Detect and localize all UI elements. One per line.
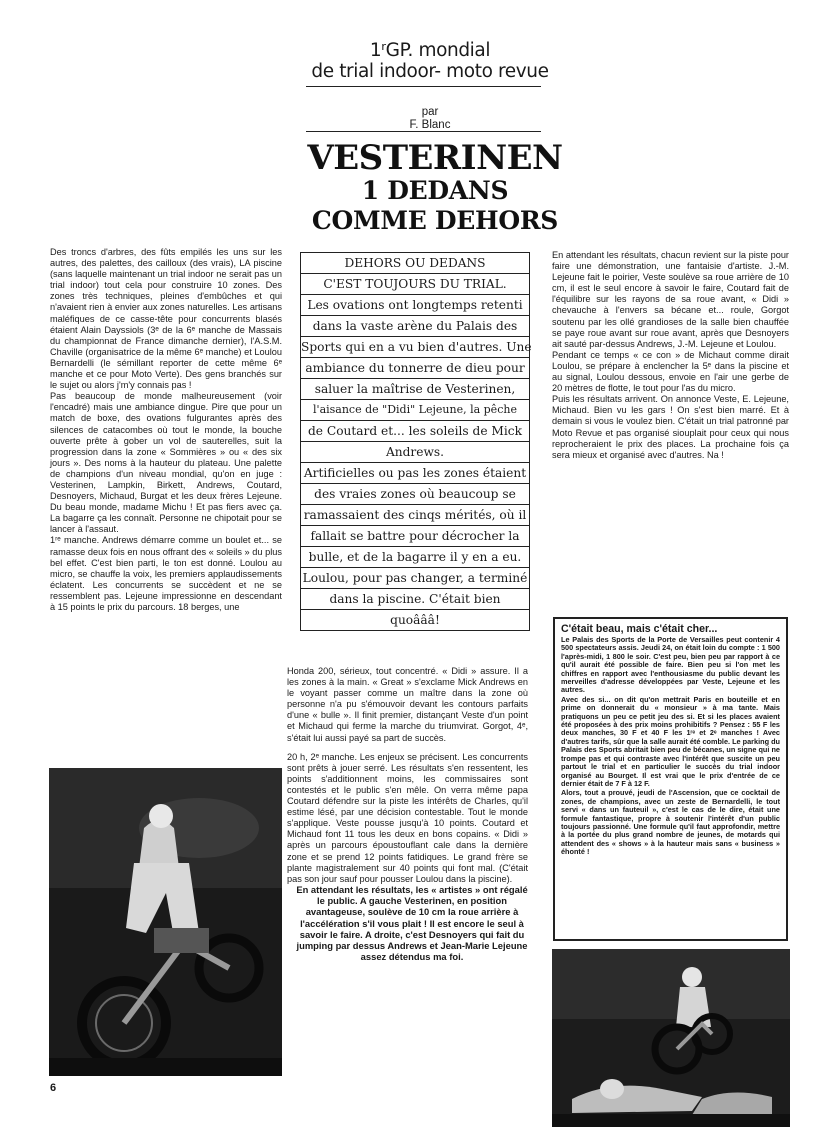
pull-quote-line: ambiance du tonnerre de dieu pour	[301, 358, 529, 379]
byline-par: par	[421, 106, 439, 118]
pull-quote-line: Les ovations ont longtemps retenti	[301, 295, 529, 316]
pull-quote-line: bulle, et de la bagarre il y en a eu.	[301, 547, 529, 568]
pull-quote-line: ramassaient des cinqs mérités, où il	[301, 505, 529, 526]
byline	[330, 106, 530, 132]
photo-desnoyers-jump	[552, 949, 790, 1127]
headline-line3: COMME DEHORS	[311, 206, 559, 235]
sidebar-title: C'était beau, mais c'était cher...	[561, 623, 718, 635]
article-column-1	[50, 247, 282, 613]
pull-quote-line: saluer la maîtrise de Vesterinen,	[301, 379, 529, 400]
paragraph: Des troncs d'arbres, des fûts empilés les uns sur les autres, des palettes, des cailloux (des vrais), LA piscine (sans laquelle maintenant un trial indoor ne serait pas un trial indoor) tout cela pour construire 10 zones. Des zones très techniques, pleines d'embûches et qui n'avaient rien à envier aux zones naturelles. Les artisans maléfiques de ce casse-tête pour concurrents blasés étaient Alain Dayssiols (3ᵉ de la 6ᵉ manche de Massais du championnat de France dimanche dernier), l'A.S.M. Chaville (organisatrice de la même 6ᵉ manche) et Loulou Bernardelli (le sémillant reporter de cette même 6ᵉ manche et ce pour Moto Verte). Des gens branchés sur le sujet ou alors j'm'y connais pas !	[50, 247, 282, 391]
sidebar-paragraph: Avec des si... on dit qu'on mettrait Paris en bouteille et en prime on donnerait du « monsieur » à ma tante. Mais pratiquons un peu ce petit jeu des si. Et si les places avaient été proposées à des prix moins prohibitifs ? Pensez : 55 F les deux manches, 30 F et 40 F les 1ʳᵉ et 2ᵉ manches ! Avec d'autres tarifs, sûr que la salle aurait été comble. Le parking du Palais des Sports abritait bien peu de bécanes, un signe qui ne trompe pas et qui contraste avec l'intérêt que suscite un peu partout le trial et en particulier le succès du trial indoor organisé au Bourget. Il est vrai que le prix d'entrée de ce dernier était de 7 F à 12 F.	[561, 694, 780, 788]
sidebar-paragraph: Alors, tout a prouvé, jeudi de l'Ascension, que ce cocktail de zones, de champions, avec un zeste de Bernardelli, le tout servi « dans un fauteuil », c'est le cas de le dire, était une formule fantastique, propre à soutenir l'intérêt d'un public toujours passionné. Une formule qu'il faut approfondir, mettre à la portée du plus grand nombre de jeunes, de motards qui attendent des « shows » à la hauteur mais sans « business » éhonté !	[561, 788, 780, 857]
pull-quote-line: des vraies zones où beaucoup se	[301, 484, 529, 505]
pull-quote-line: Andrews.	[301, 442, 529, 463]
paragraph: Pendant ce temps « ce con » de Michaut comme dirait Loulou, se prépare à enclencher la 5ᵉ dans la piscine et au signal, Loulou dessous, envoie en l'air une gerbe de 20 mètres de flotte, le tout pour l'as du micro.	[552, 349, 789, 394]
page-number: 6	[50, 1082, 57, 1094]
title-rule-bottom	[306, 131, 541, 132]
sidebar-paragraph: Le Palais des Sports de la Porte de Versailles peut contenir 4 500 spectateurs assis. Jeudi 24, on était loin du compte : 1 500 l'après-midi, 1 800 le soir. C'est peu, bien peu par rapport à ce qu'il aurait été possible de faire. Bien peu si l'on met les chiffres en rapport avec l'enthousiasme du public devant les merveilles d'adresse développées par Veste, Lejeune et les autres.	[561, 635, 780, 695]
pull-quote-line: dans la vaste arène du Palais des	[301, 316, 529, 337]
pull-quote-line: de Coutard et... les soleils de Mick	[301, 421, 529, 442]
pull-quote-box	[300, 252, 530, 631]
pull-quote-line: fallait se battre pour décrocher la	[301, 526, 529, 547]
event-title-line2: de trial indoor- moto revue	[311, 61, 549, 82]
pull-quote-line: quoâââ!	[390, 613, 440, 627]
headline-line2: 1 DEDANS	[361, 176, 509, 205]
pull-quote-line: DEHORS OU DEDANS	[301, 253, 529, 274]
photo-caption: En attendant les résultats, les « artistes » ont régalé le public. A gauche Vesterinen, en position avantageuse, soulève de 10 cm la roue arrière à l'accélération s'il vous plait ! Il est encore le seul à savoir le faire. A droite, c'est Desnoyers qui fait du jumping par dessus Andrews et Jean-Marie Lejeune assez détendus ma foi.	[296, 884, 528, 963]
title-rule-top	[306, 86, 541, 87]
paragraph: 20 h, 2ᵉ manche. Les enjeux se précisent. Les concurrents sont prêts à jouer serré. Les résultats s'en ressentent, les points s'additionnent moins, les commissaires sont contestés et le public s'en mêle. On verra même papa Coutard défendre sur la piste les intérêts de Charles, qu'il estime lésé, par une décision contestable. Tout le monde s'applique. Veste pousse jusqu'à 10 points. Coutard et Michaud font 11 tous les deux en bons copains. « Didi » après un parcours époustouflant cale dans la dernière zone et se prend 12 points fatidiques. Le grand frère se plante magistralement sur 40 points qui font mal. (C'était pas son jour sauf pour pousser Loulou dans la piscine).	[287, 751, 528, 884]
pull-quote-line: l'aisance de "Didi" Lejeune, la pêche	[301, 400, 529, 421]
pull-quote-line: Sports qui en a vu bien d'autres. Une	[301, 337, 529, 358]
pull-quote-line: Loulou, pour pas changer, a terminé	[301, 568, 529, 589]
headline-line1: VESTERINEN	[307, 138, 563, 178]
pull-quote-line: Artificielles ou pas les zones étaient	[301, 463, 529, 484]
article-column-3	[552, 250, 789, 461]
event-title	[250, 40, 610, 82]
article-column-2	[287, 666, 528, 885]
pull-quote-line: C'EST TOUJOURS DU TRIAL.	[301, 274, 529, 295]
paragraph: Puis les résultats arrivent. On annonce Veste, E. Lejeune, Michaud. Bien vu les gars ! On s'est bien marré. Et à demain si vous le voulez bien. C'était un trial patronné par Moto Revue et pas organisé siouplait pour ceux qui nous reprocheraient le prix des places. La prochaine fois ça sera mieux et organisé avec d'autres. Na !	[552, 394, 789, 460]
paragraph: En attendant les résultats, chacun revient sur la piste pour faire une démonstration, une fantaisie d'artiste. J.-M. Lejeune fait le poirier, Veste soulève sa roue arrière de 10 cm, il est le seul encore à savoir le faire, Coutard fait de l'équilibre sur les rayons de sa roue avant, « Didi » chevauche à l'envers sa bécane et... roule, Gorgot soutenu par les ollé grandioses de la salle bien chauffée se paye roue avant sur roue avant, après que Desnoyers ait sauté par-dessus Andrews, J.-M. Lejeune et Loulou.	[552, 250, 789, 349]
paragraph: Honda 200, sérieux, tout concentré. « Didi » assure. Il a les zones à la main. « Great » s'exclame Mick Andrews en le voyant passer comme un maître dans la zone où personne n'a pu s'émouvoir devant les contours parfaits d'une « bulle ». Il finit premier, distançant Veste d'un point et Michaud qui ferme la marche du triumvirat. Gorgot, 4ᵉ, s'était lui aussi payé sa part de succès.	[287, 666, 528, 743]
byline-author: F. Blanc	[409, 119, 451, 131]
paragraph: 1ʳᵉ manche. Andrews démarre comme un boulet et... se ramasse deux fois en nous offrant des « soleils » du plus bel effet. C'est bien parti, le ton est donné. Loulou au micro, se chauffe la voix, les premiers applaudissements éclatent. Les concurrents se succèdent et ne se ressemblent pas. Lejeune impressionne en descendant à 15 points le prix du parcours. 18 berges, une	[50, 535, 282, 612]
paragraph: Pas beaucoup de monde malheureusement (voir l'encadré) mais une ambiance dingue. Pire que pour un match de boxe, des ovations fulgurantes après des silences de catacombes où tout le monde, la bouche ouverte prête à gober un vol de sauterelles, suit la progression dans la zone « Sommières » ou « des six jours ». Des noms à la hauteur du plateau. Une palette de champions d'un niveau mondial, qu'on en juge : Vesterinen, Lampkin, Birkett, Andrews, Coutard, Desnoyers, Michaud, Burgat et les deux frères Lejeune. Du beau monde, madame Michu ! Et pas fiers avec ça. La bagarre ça les connaît. Personne ne chipotait pour se lancer à l'assaut.	[50, 391, 282, 535]
pull-quote-line: dans la piscine. C'était bien	[301, 589, 529, 610]
photo-vesterinen-wheelie	[49, 768, 282, 1076]
headline	[270, 140, 600, 236]
sidebar-box	[553, 617, 788, 941]
event-title-line1: 1ʳGP. mondial	[369, 40, 491, 61]
